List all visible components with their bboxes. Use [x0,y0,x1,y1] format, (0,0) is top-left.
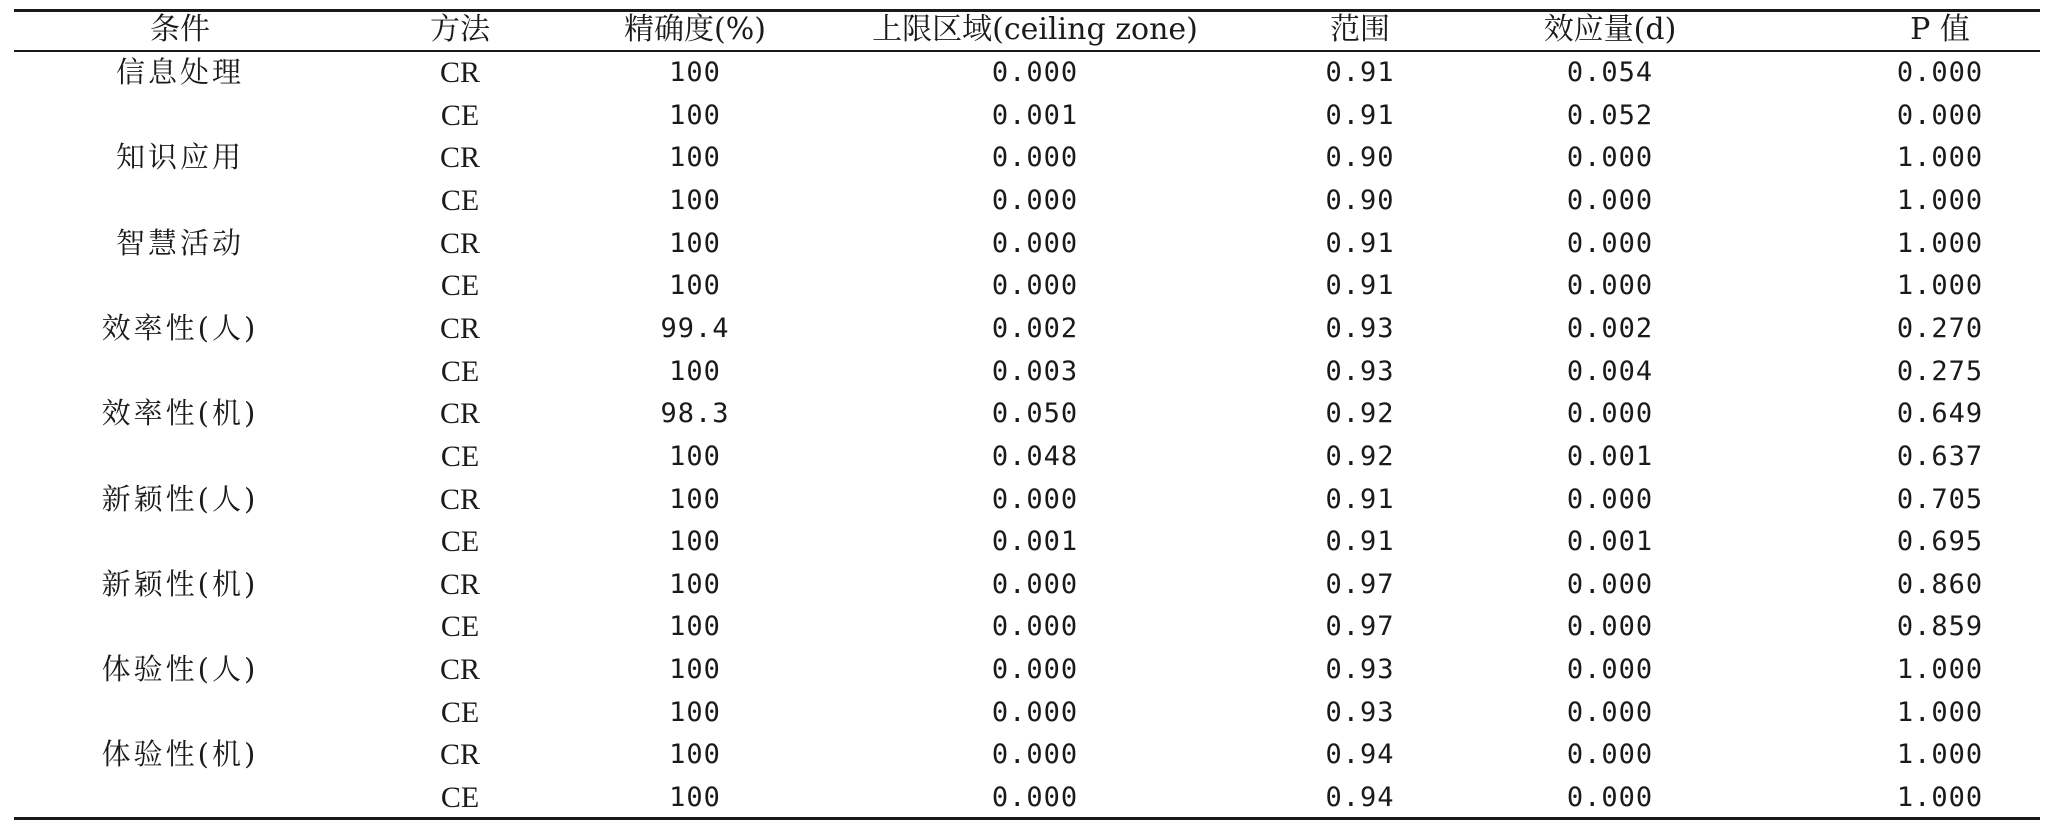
cell-effect-size: 0.004 [1566,355,1654,387]
table-row [0,520,2048,563]
cell-accuracy: 100 [669,611,721,643]
cell-accuracy: 100 [669,739,721,771]
cell-p-value: 1.000 [1896,227,1984,259]
table-row [0,179,2048,222]
table-row [0,435,2048,478]
cell-condition: 知识应用 [115,140,244,175]
cell-effect-size: 0.000 [1566,483,1654,515]
cell-range: 0.97 [1325,568,1395,600]
cell-condition [90,264,270,307]
table-row [0,563,2048,606]
cell-condition: 信息处理 [115,55,244,89]
cell-method: CR [439,311,481,345]
cell-range: 0.91 [1325,270,1395,302]
cell-condition [90,179,270,222]
cell-method: CE [440,781,480,814]
cell-condition [90,435,270,478]
cell-p-value: 0.859 [1896,611,1984,643]
cell-effect-size: 0.001 [1566,440,1654,472]
cell-p-value: 1.000 [1896,782,1984,813]
cell-p-value: 0.695 [1896,526,1984,558]
cell-range: 0.92 [1325,398,1395,430]
table-row [0,264,2048,307]
cell-range: 0.91 [1325,526,1395,558]
cell-accuracy: 100 [669,227,721,259]
cell-p-value: 1.000 [1896,184,1984,216]
cell-range: 0.92 [1325,440,1395,472]
cell-accuracy: 100 [669,355,721,387]
header-ceiling-zone: 上限区域(ceiling zone) [872,12,1198,47]
cell-method: CE [440,610,480,644]
cell-p-value: 0.705 [1896,483,1984,515]
table-row [0,392,2048,435]
cell-method: CE [440,439,480,473]
cell-ceiling-zone: 0.000 [991,696,1079,728]
cell-accuracy: 100 [669,526,721,558]
cell-range: 0.93 [1325,654,1395,686]
cell-condition: 体验性(人) [101,652,259,687]
table-row [0,94,2048,137]
cell-ceiling-zone: 0.050 [991,398,1079,430]
cell-p-value: 0.860 [1896,568,1984,600]
cell-ceiling-zone: 0.000 [991,184,1079,216]
cell-condition: 效率性(人) [101,310,259,345]
table-row [0,222,2048,265]
cell-ceiling-zone: 0.000 [991,483,1079,515]
cell-method: CR [439,226,481,260]
header-accuracy: 精确度(%) [624,12,766,47]
cell-ceiling-zone: 0.000 [991,270,1079,302]
cell-effect-size: 0.054 [1566,57,1654,88]
cell-accuracy: 100 [669,654,721,686]
cell-ceiling-zone: 0.000 [991,654,1079,686]
cell-accuracy: 99.4 [660,312,730,344]
cell-range: 0.91 [1325,57,1395,88]
cell-p-value: 0.649 [1896,398,1984,430]
cell-ceiling-zone: 0.048 [991,440,1079,472]
cell-ceiling-zone: 0.000 [991,782,1079,813]
header-effect-size: 效应量(d) [1543,12,1677,47]
cell-range: 0.97 [1325,611,1395,643]
table-row [0,136,2048,179]
cell-method: CE [440,183,480,217]
cell-p-value: 1.000 [1896,142,1984,174]
cell-condition [90,605,270,648]
cell-method: CR [439,567,481,601]
cell-effect-size: 0.052 [1566,99,1654,131]
header-method: 方法 [430,12,490,47]
cell-p-value: 0.000 [1896,99,1984,131]
cell-condition [90,520,270,563]
cell-method: CE [440,525,480,559]
cell-ceiling-zone: 0.000 [991,57,1079,88]
cell-p-value: 0.000 [1896,57,1984,88]
cell-effect-size: 0.000 [1566,568,1654,600]
cell-ceiling-zone: 0.000 [991,568,1079,600]
table-bottom-rule [14,817,2040,820]
cell-effect-size: 0.000 [1566,398,1654,430]
cell-method: CR [439,482,481,516]
cell-accuracy: 100 [669,568,721,600]
cell-p-value: 1.000 [1896,739,1984,771]
cell-method: CR [439,397,481,431]
cell-effect-size: 0.000 [1566,184,1654,216]
cell-effect-size: 0.001 [1566,526,1654,558]
cell-range: 0.94 [1325,739,1395,771]
cell-range: 0.90 [1325,184,1395,216]
cell-condition: 效率性(机) [101,396,259,431]
cell-accuracy: 100 [669,270,721,302]
cell-condition [90,776,270,819]
table-row [0,691,2048,734]
cell-accuracy: 100 [669,142,721,174]
cell-p-value: 1.000 [1896,270,1984,302]
cell-accuracy: 100 [669,696,721,728]
cell-ceiling-zone: 0.000 [991,142,1079,174]
cell-accuracy: 100 [669,184,721,216]
cell-accuracy: 100 [669,57,721,88]
cell-range: 0.93 [1325,696,1395,728]
cell-method: CE [440,354,480,388]
cell-effect-size: 0.000 [1566,739,1654,771]
cell-condition [90,350,270,393]
cell-condition: 体验性(机) [101,737,259,772]
cell-condition: 智慧活动 [115,225,244,260]
cell-effect-size: 0.000 [1566,696,1654,728]
cell-condition [90,691,270,734]
cell-p-value: 1.000 [1896,696,1984,728]
cell-method: CE [440,98,480,132]
cell-accuracy: 100 [669,782,721,813]
cell-p-value: 0.637 [1896,440,1984,472]
cell-ceiling-zone: 0.000 [991,611,1079,643]
cell-ceiling-zone: 0.001 [991,99,1079,131]
table-header-row [0,8,2048,51]
table-row [0,605,2048,648]
cell-ceiling-zone: 0.000 [991,739,1079,771]
cell-accuracy: 100 [669,483,721,515]
cell-accuracy: 100 [669,99,721,131]
cell-ceiling-zone: 0.001 [991,526,1079,558]
cell-condition: 新颖性(人) [101,481,259,516]
cell-ceiling-zone: 0.003 [991,355,1079,387]
cell-range: 0.91 [1325,99,1395,131]
cell-effect-size: 0.000 [1566,270,1654,302]
cell-effect-size: 0.000 [1566,611,1654,643]
cell-ceiling-zone: 0.000 [991,227,1079,259]
cell-effect-size: 0.000 [1566,654,1654,686]
cell-method: CR [439,56,481,89]
cell-condition: 新颖性(机) [101,566,259,601]
cell-method: CR [439,141,481,175]
cell-method: CE [440,695,480,729]
cell-effect-size: 0.002 [1566,312,1654,344]
cell-method: CR [439,738,481,772]
cell-effect-size: 0.000 [1566,782,1654,813]
cell-p-value: 0.275 [1896,355,1984,387]
table-row [0,51,2048,94]
cell-range: 0.94 [1325,782,1395,813]
cell-method: CE [440,269,480,303]
table-row [0,648,2048,691]
cell-condition [90,94,270,137]
table-row [0,350,2048,393]
header-p-value: P 值 [1910,12,1970,47]
cell-range: 0.91 [1325,227,1395,259]
cell-effect-size: 0.000 [1566,142,1654,174]
cell-accuracy: 100 [669,440,721,472]
table-row [0,307,2048,350]
cell-range: 0.93 [1325,355,1395,387]
cell-effect-size: 0.000 [1566,227,1654,259]
header-condition: 条件 [150,12,210,47]
cell-range: 0.93 [1325,312,1395,344]
table-row [0,733,2048,776]
cell-range: 0.90 [1325,142,1395,174]
cell-accuracy: 98.3 [660,398,730,430]
cell-p-value: 0.270 [1896,312,1984,344]
header-range: 范围 [1330,12,1390,47]
cell-method: CR [439,653,481,687]
table-row [0,478,2048,521]
cell-ceiling-zone: 0.002 [991,312,1079,344]
cell-p-value: 1.000 [1896,654,1984,686]
cell-range: 0.91 [1325,483,1395,515]
table-row [0,776,2048,819]
